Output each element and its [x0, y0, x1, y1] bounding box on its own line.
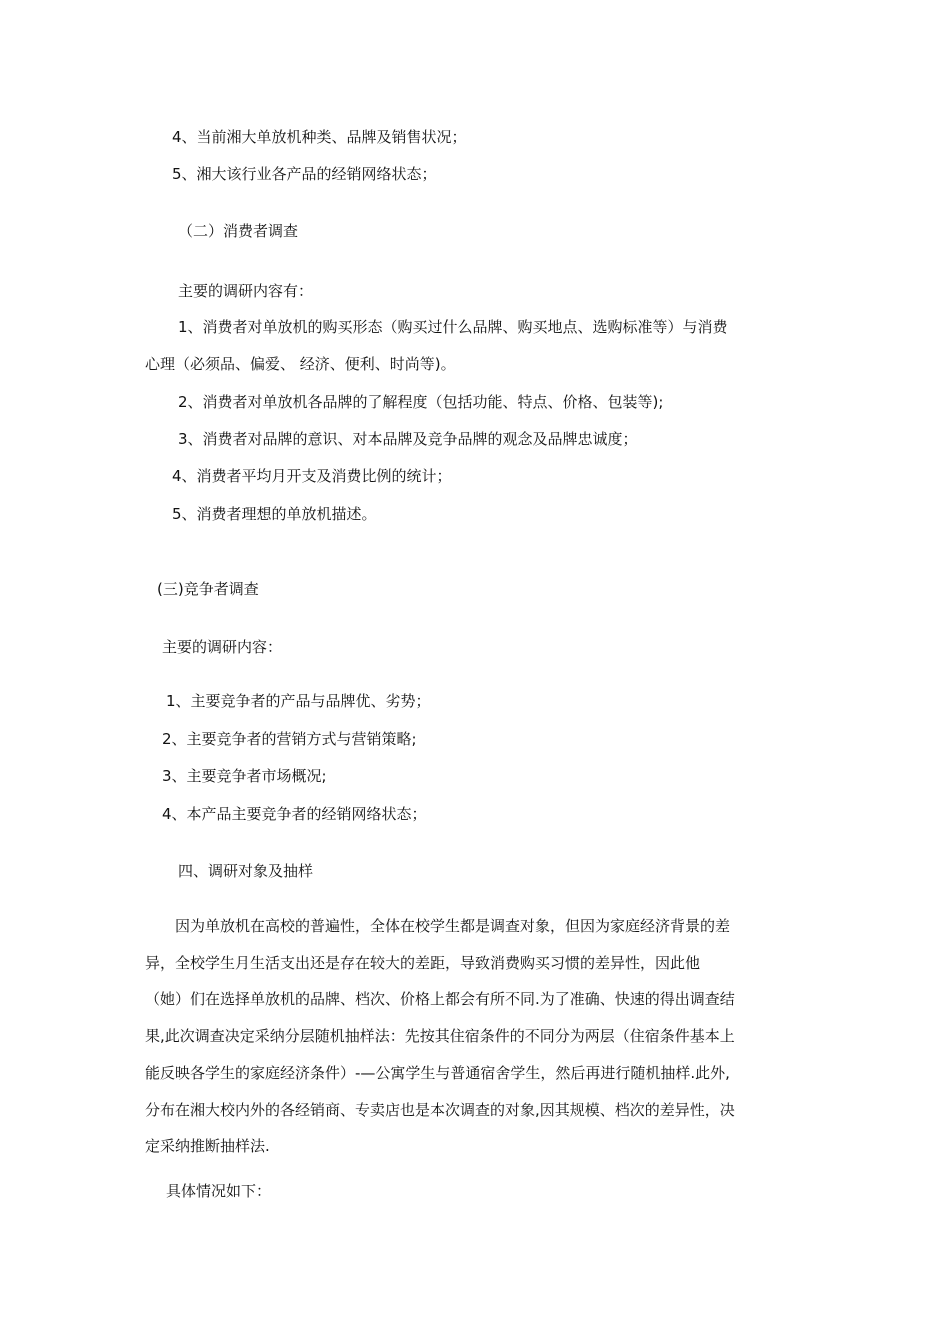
section-intro: 主要的调研内容： [162, 638, 283, 656]
list-item: 4、消费者平均月开支及消费比例的统计； [172, 467, 452, 485]
paragraph-line: 异，全校学生月生活支出还是存在较大的差距，导致消费购买习惯的差异性，因此他 [145, 953, 701, 972]
paragraph-line: 能反映各学生的家庭经济条件）-—公寓学生与普通宿舍学生，然后再进行随机抽样.此外, [145, 1063, 730, 1082]
section-heading: 四、调研对象及抽样 [178, 862, 314, 880]
paragraph-line: 分布在湘大校内外的各经销商、专卖店也是本次调查的对象,因其规模、档次的差异性，决 [145, 1100, 735, 1119]
list-item: 2、消费者对单放机各品牌的了解程度（包括功能、特点、价格、包装等); [178, 393, 664, 411]
section-heading: （二）消费者调查 [178, 222, 299, 240]
list-item-continuation: 心理（必须品、偏爱、 经济、便利、时尚等)。 [145, 355, 456, 373]
paragraph-line: 因为单放机在高校的普遍性，全体在校学生都是调查对象，但因为家庭经济背景的差 [145, 917, 731, 935]
list-item: 4、当前湘大单放机种类、品牌及销售状况； [172, 128, 467, 146]
paragraph-line: 果,此次调查决定采纳分层随机抽样法：先按其住宿条件的不同分为两层（住宿条件基本上 [145, 1027, 735, 1046]
paragraph-line: 定采纳推断抽样法. [145, 1137, 270, 1156]
list-item: 5、湘大该行业各产品的经销网络状态； [172, 165, 437, 183]
paragraph-line: （她）们在选择单放机的品牌、档次、价格上都会有所不同.为了准确、快速的得出调查结 [145, 990, 735, 1009]
list-item: 4、本产品主要竞争者的经销网络状态； [162, 805, 427, 823]
list-item: 3、主要竞争者市场概况; [162, 767, 327, 785]
list-item: 1、主要竞争者的产品与品牌优、劣势； [166, 692, 431, 710]
sampling-paragraph [145, 908, 810, 1165]
list-item: 2、主要竞争者的营销方式与营销策略; [162, 730, 417, 748]
list-item: 3、消费者对品牌的意识、对本品牌及竞争品牌的观念及品牌忠诚度； [178, 430, 638, 448]
list-item: 5、消费者理想的单放机描述。 [172, 505, 377, 523]
details-label: 具体情况如下： [166, 1182, 272, 1200]
list-item: 1、消费者对单放机的购买形态（购买过什么品牌、购买地点、选购标准等）与消费 [178, 318, 728, 336]
section-intro: 主要的调研内容有： [178, 282, 314, 300]
section-heading: (三)竞争者调查 [157, 580, 259, 598]
